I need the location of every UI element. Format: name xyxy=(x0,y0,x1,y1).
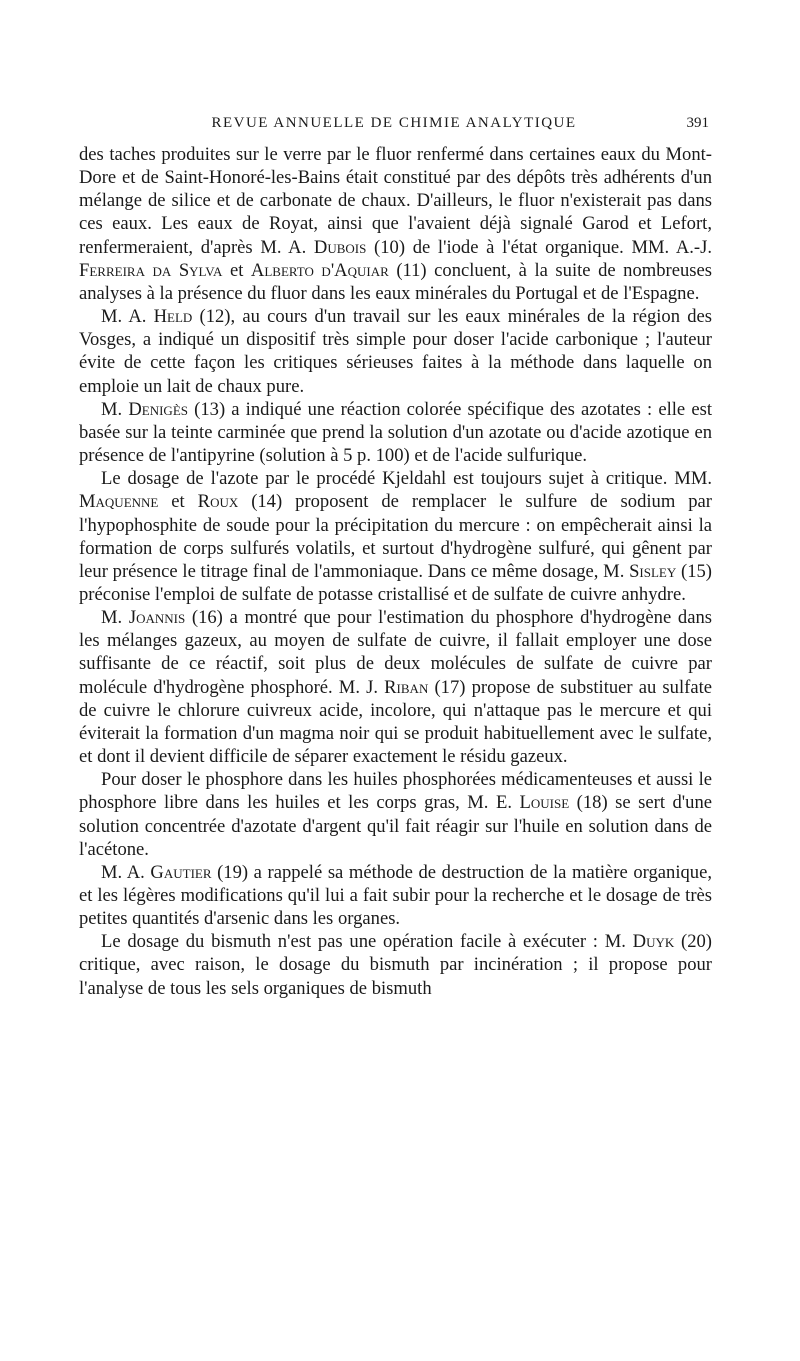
text-run: (16) a montré que pour l'estimation du phosphore d'hydrogène dans les mélanges gazeux, au moyen de sulfate de cuivre, il fallait employer une dose suffisante de ce réactif, soit plus de deux molécules de sulfate de cuivre par molécule d'hydrogène phosphoré. M. J. xyxy=(79,607,712,698)
text-run: et xyxy=(158,491,198,513)
author-name: Denigès xyxy=(128,398,188,420)
text-run: Pour doser le phosphore dans les huiles phosphorées médicamenteuses et aussi le phosphore libre dans les huiles et les corps gras, M. E. xyxy=(79,769,712,814)
text-run: (20) critique, avec raison, le dosage du bismuth par incinération ; il propose pour l'analyse de tous les sels organiques de bismuth xyxy=(79,931,712,999)
text-run: (11) concluent, à la suite de nombreuses analyses à la présence du fluor dans les eaux minérales du Portugal et de l'Espagne. xyxy=(79,259,712,304)
text-run: (13) a indiqué une réaction colorée spécifique des azotates : elle est basée sur la teinte carminée que prend la solution d'un azotate ou d'acide azotique en présence de l'antipyrine (solution à 5 p. 100) et de l'acide sulfurique. xyxy=(79,398,712,467)
author-name: Alberto d'Aquiar xyxy=(250,259,389,281)
text-run: (15) préconise l'emploi de sulfate de potasse cristallisé et de sulfate de cuivre anhydre. xyxy=(79,560,712,605)
text-run: (17) propose de substituer au sulfate de cuivre le chlorure cuivreux acide, incolore, qui n'attaque pas le mercure et qui éviterait la formation d'un magma noir qui se produit habituellement avec le sulfate, et dont il devient difficile de séparer exactement le résidu gazeux. xyxy=(79,676,712,768)
text-run: M. A. xyxy=(101,861,151,883)
paragraph xyxy=(79,305,712,398)
author-name: Gautier xyxy=(150,861,212,883)
author-name: Riban xyxy=(384,676,429,698)
author-name: Dubois xyxy=(313,236,367,258)
text-run: et xyxy=(222,259,251,281)
paragraph xyxy=(79,143,712,305)
paragraph xyxy=(79,930,712,999)
author-name: Maquenne xyxy=(79,491,159,513)
text-run: M. xyxy=(101,607,129,629)
author-name: Louise xyxy=(519,792,570,814)
text-run: (18) se sert d'une solution concentrée d'azotate d'argent qu'il fait réagir sur l'huile en solution dans de l'acétone. xyxy=(79,792,712,860)
text-run: (19) a rappelé sa méthode de destruction de la matière organique, et les légères modifications qu'il lui a fait subir pour la recherche et le dosage de très petites quantités d'arsenic dans les organes. xyxy=(79,861,712,930)
paragraph xyxy=(79,398,712,467)
paragraph xyxy=(79,467,712,606)
text-run: Le dosage de l'azote par le procédé Kjeldahl est toujours sujet à critique. MM. xyxy=(101,468,712,490)
text-run: M. A. xyxy=(101,306,154,328)
author-name: Duyk xyxy=(632,931,675,953)
author-name: Joannis xyxy=(128,607,186,629)
page-header xyxy=(79,113,709,135)
page-number: 391 xyxy=(686,115,709,131)
running-title: REVUE ANNUELLE DE CHIMIE ANALYTIQUE xyxy=(211,115,577,131)
body-text xyxy=(79,143,712,1000)
author-name: Held xyxy=(153,306,193,328)
author-name: Roux xyxy=(197,491,239,513)
text-run: des taches produites sur le verre par le fluor renfermé dans certaines eaux du Mont-Dore et de Saint-Honoré-les-Bains était constitué par des dépôts très adhérents d'un mélange de silice et de carbonate de chaux. D'ailleurs, le fluor n'existerait pas dans ces eaux. Les eaux de Royat, ainsi que l'avaient déjà signalé Garod et Lefort, renfermeraient, d'après M. A. xyxy=(79,144,712,258)
paragraph xyxy=(79,861,712,930)
text-run: (12), au cours d'un travail sur les eaux minérales de la région des Vosges, a indiqué un dispositif très simple pour doser l'acide carbonique ; l'auteur évite de cette façon les critiques sérieuses faites à la méthode dans laquelle on emploie un lait de chaux pure. xyxy=(79,306,713,397)
author-name: Ferreira da Sylva xyxy=(79,259,223,281)
text-run: M. xyxy=(101,398,129,420)
paragraph xyxy=(79,606,712,768)
author-name: Sisley xyxy=(629,560,677,582)
text-run: (10) de l'iode à l'état organique. MM. A.-J. xyxy=(366,236,712,258)
text-run: Le dosage du bismuth n'est pas une opération facile à exécuter : M. xyxy=(101,931,633,953)
text-run: (14) proposent de remplacer le sulfure de sodium par l'hypophosphite de soude pour la précipitation du mercure : on empêcherait ainsi la formation de corps sulfurés volatils, et surtout d'hydrogène sulfuré, qui gênent par leur présence le titrage final de l'ammoniaque. Dans ce même dosage, M. xyxy=(79,491,712,582)
paragraph xyxy=(79,768,712,861)
